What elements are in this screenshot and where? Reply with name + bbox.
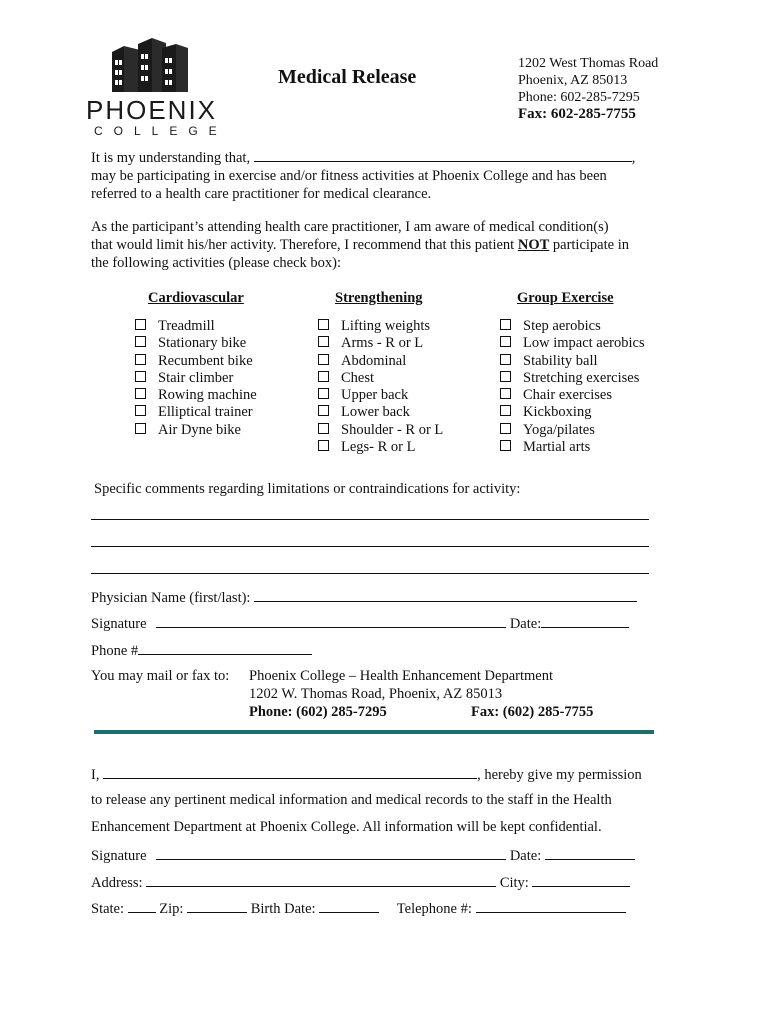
intro-line-2: may be participating in exercise and/or fitness activities at Phoenix College and has been [91, 168, 607, 184]
mail-contact [249, 703, 594, 721]
list-item[interactable] [500, 387, 645, 404]
checkbox[interactable] [500, 405, 511, 416]
intro-line-3: referred to a health care practitioner for medical clearance. [91, 186, 432, 202]
list-item-label: Abdominal [341, 352, 407, 369]
city-field[interactable] [532, 872, 630, 887]
checkbox[interactable] [135, 319, 146, 330]
strength-list [318, 318, 443, 456]
list-item-label: Low impact aerobics [523, 335, 645, 352]
checkbox[interactable] [135, 423, 146, 434]
zip-field[interactable] [187, 898, 247, 913]
address-line-1: 1202 West Thomas Road [518, 56, 659, 71]
not-emphasis: NOT [517, 237, 550, 253]
address-line-2: Phoenix, AZ 85013 [518, 73, 628, 88]
checkbox[interactable] [500, 371, 511, 382]
permission-line-1 [91, 764, 642, 784]
list-item[interactable] [500, 370, 645, 387]
header-fax: Fax: 602-285-7755 [518, 106, 636, 122]
physician-name-label: Physician Name (first/last): [91, 590, 251, 606]
permission-signature-field[interactable] [156, 845, 506, 860]
zip-label: Zip: [159, 901, 184, 917]
checkbox[interactable] [135, 336, 146, 347]
list-item[interactable] [500, 318, 645, 335]
list-item-label: Elliptical trainer [158, 404, 253, 421]
physician-phone-label: Phone # [91, 643, 139, 659]
section-divider [94, 730, 654, 734]
permission-date-field[interactable] [545, 845, 635, 860]
checkbox[interactable] [135, 354, 146, 365]
list-item-label: Martial arts [523, 439, 591, 456]
checkbox[interactable] [500, 336, 511, 347]
list-item-label: Arms - R or L [341, 335, 424, 352]
checkbox[interactable] [500, 388, 511, 399]
permission-details-row [91, 898, 626, 918]
list-item[interactable] [500, 353, 645, 370]
physician-date-label: Date: [509, 616, 542, 632]
physician-signature-row [91, 613, 629, 633]
practitioner-line-3: the following activities (please check box): [91, 255, 342, 271]
city-label: City: [499, 875, 529, 891]
physician-signature-field[interactable] [156, 613, 506, 628]
list-item-label: Yoga/pilates [523, 421, 595, 438]
list-item[interactable] [500, 335, 645, 352]
list-item[interactable] [318, 404, 443, 421]
intro-suffix: , [631, 150, 636, 166]
physician-name-field[interactable] [254, 587, 637, 602]
intro-paragraph [91, 147, 635, 203]
physician-signature-label: Signature [91, 616, 147, 632]
permission-line-3: Enhancement Department at Phoenix College. All information will be kept confidential. [91, 819, 602, 835]
checkbox[interactable] [135, 371, 146, 382]
practitioner-paragraph [91, 218, 629, 272]
list-item-label: Stair climber [158, 369, 234, 386]
list-item[interactable] [135, 318, 257, 335]
logo-text-college: COLLEGE [94, 124, 228, 138]
intro-line-1 [91, 147, 635, 167]
list-item[interactable] [500, 404, 645, 421]
header-address [518, 55, 658, 123]
list-item-label: Legs- R or L [341, 439, 416, 456]
permission-date-label: Date: [509, 848, 542, 864]
list-item-label: Stability ball [523, 352, 598, 369]
intro-prefix: It is my understanding that, [91, 150, 251, 166]
comments-line-3[interactable] [91, 573, 649, 574]
checkbox[interactable] [318, 319, 329, 330]
mail-fax: Fax: (602) 285-7755 [471, 704, 594, 720]
list-item[interactable] [318, 422, 443, 439]
list-item[interactable] [318, 335, 443, 352]
list-item-label: Lower back [341, 404, 410, 421]
list-item-label: Stationary bike [158, 335, 247, 352]
mail-line-1: Phoenix College – Health Enhancement Department [249, 668, 554, 684]
permission-address-row [91, 872, 630, 892]
list-item-label: Treadmill [158, 318, 215, 334]
list-item-label: Lifting weights [341, 318, 431, 334]
participant-name-field[interactable] [254, 147, 632, 162]
list-item[interactable] [135, 353, 257, 370]
permission-name-field[interactable] [103, 764, 477, 779]
checkbox[interactable] [318, 336, 329, 347]
address-field[interactable] [146, 872, 496, 887]
list-item[interactable] [318, 353, 443, 370]
list-item[interactable] [318, 370, 443, 387]
birth-date-field[interactable] [319, 898, 379, 913]
group-exercise-list [500, 318, 645, 456]
buildings-icon [100, 38, 195, 94]
practitioner-line-2-start: that would limit his/her activity. Therefore, I recommend that this patient [91, 237, 518, 253]
list-item-label: Upper back [341, 387, 409, 404]
list-item[interactable] [135, 387, 257, 404]
list-item-label: Air Dyne bike [158, 421, 241, 438]
practitioner-line-1: As the participant’s attending health care practitioner, I am aware of medical condition(s) [91, 219, 609, 235]
comments-line-2[interactable] [91, 546, 649, 547]
permission-signature-label: Signature [91, 848, 147, 864]
list-item[interactable] [318, 318, 443, 335]
page-title: Medical Release [278, 66, 417, 88]
college-logo [86, 38, 228, 138]
logo-text-phoenix: PHOENIX [86, 95, 218, 125]
permission-signature-row [91, 845, 635, 865]
physician-name-row [91, 587, 637, 607]
physician-phone-field[interactable] [138, 640, 312, 655]
cardio-list [135, 318, 257, 439]
comments-line-1[interactable] [91, 519, 649, 520]
practitioner-line-2-end: participate in [549, 237, 629, 253]
list-item-label: Kickboxing [523, 404, 592, 421]
permission-suffix: , hereby give my permission [477, 767, 642, 783]
heading-cardiovascular: Cardiovascular [148, 290, 244, 306]
heading-group-exercise: Group Exercise [517, 290, 614, 306]
checkbox[interactable] [318, 371, 329, 382]
list-item-label: Rowing machine [158, 387, 257, 404]
mail-label: You may mail or fax to: [91, 668, 230, 684]
list-item[interactable] [135, 370, 257, 387]
list-item-label: Shoulder - R or L [341, 421, 444, 438]
list-item-label: Step aerobics [523, 318, 601, 334]
list-item[interactable] [135, 422, 257, 439]
mail-phone: Phone: (602) 285-7295 [249, 704, 387, 720]
telephone-field[interactable] [476, 898, 626, 913]
list-item[interactable] [318, 387, 443, 404]
list-item-label: Chair exercises [523, 387, 612, 404]
permission-prefix: I, [91, 767, 100, 783]
list-item[interactable] [135, 404, 257, 421]
state-field[interactable] [128, 898, 156, 913]
list-item[interactable] [500, 439, 645, 456]
checkbox[interactable] [318, 423, 329, 434]
physician-phone-row [91, 640, 312, 660]
list-item[interactable] [135, 335, 257, 352]
checkbox[interactable] [318, 405, 329, 416]
checkbox[interactable] [500, 354, 511, 365]
checkbox[interactable] [318, 354, 329, 365]
physician-date-field[interactable] [541, 613, 629, 628]
list-item-label: Recumbent bike [158, 352, 253, 369]
checkbox[interactable] [500, 319, 511, 330]
checkbox[interactable] [500, 423, 511, 434]
list-item-label: Stretching exercises [523, 369, 640, 386]
practitioner-line-2 [91, 236, 629, 254]
header-phone: Phone: 602-285-7295 [518, 90, 640, 105]
address-label: Address: [91, 875, 143, 891]
comments-label: Specific comments regarding limitations or contraindications for activity: [94, 481, 521, 497]
checkbox[interactable] [318, 440, 329, 451]
heading-strengthening: Strengthening [335, 290, 423, 306]
checkbox[interactable] [135, 405, 146, 416]
checkbox[interactable] [500, 440, 511, 451]
state-label: State: [91, 901, 125, 917]
telephone-label: Telephone #: [396, 901, 472, 917]
checkbox[interactable] [318, 388, 329, 399]
checkbox[interactable] [135, 388, 146, 399]
birth-date-label: Birth Date: [250, 901, 316, 917]
mail-address [249, 667, 594, 721]
list-item[interactable] [500, 422, 645, 439]
list-item[interactable] [318, 439, 443, 456]
list-item-label: Chest [341, 369, 375, 386]
permission-line-2: to release any pertinent medical information and medical records to the staff in the Health [91, 792, 612, 808]
mail-line-2: 1202 W. Thomas Road, Phoenix, AZ 85013 [249, 686, 503, 702]
